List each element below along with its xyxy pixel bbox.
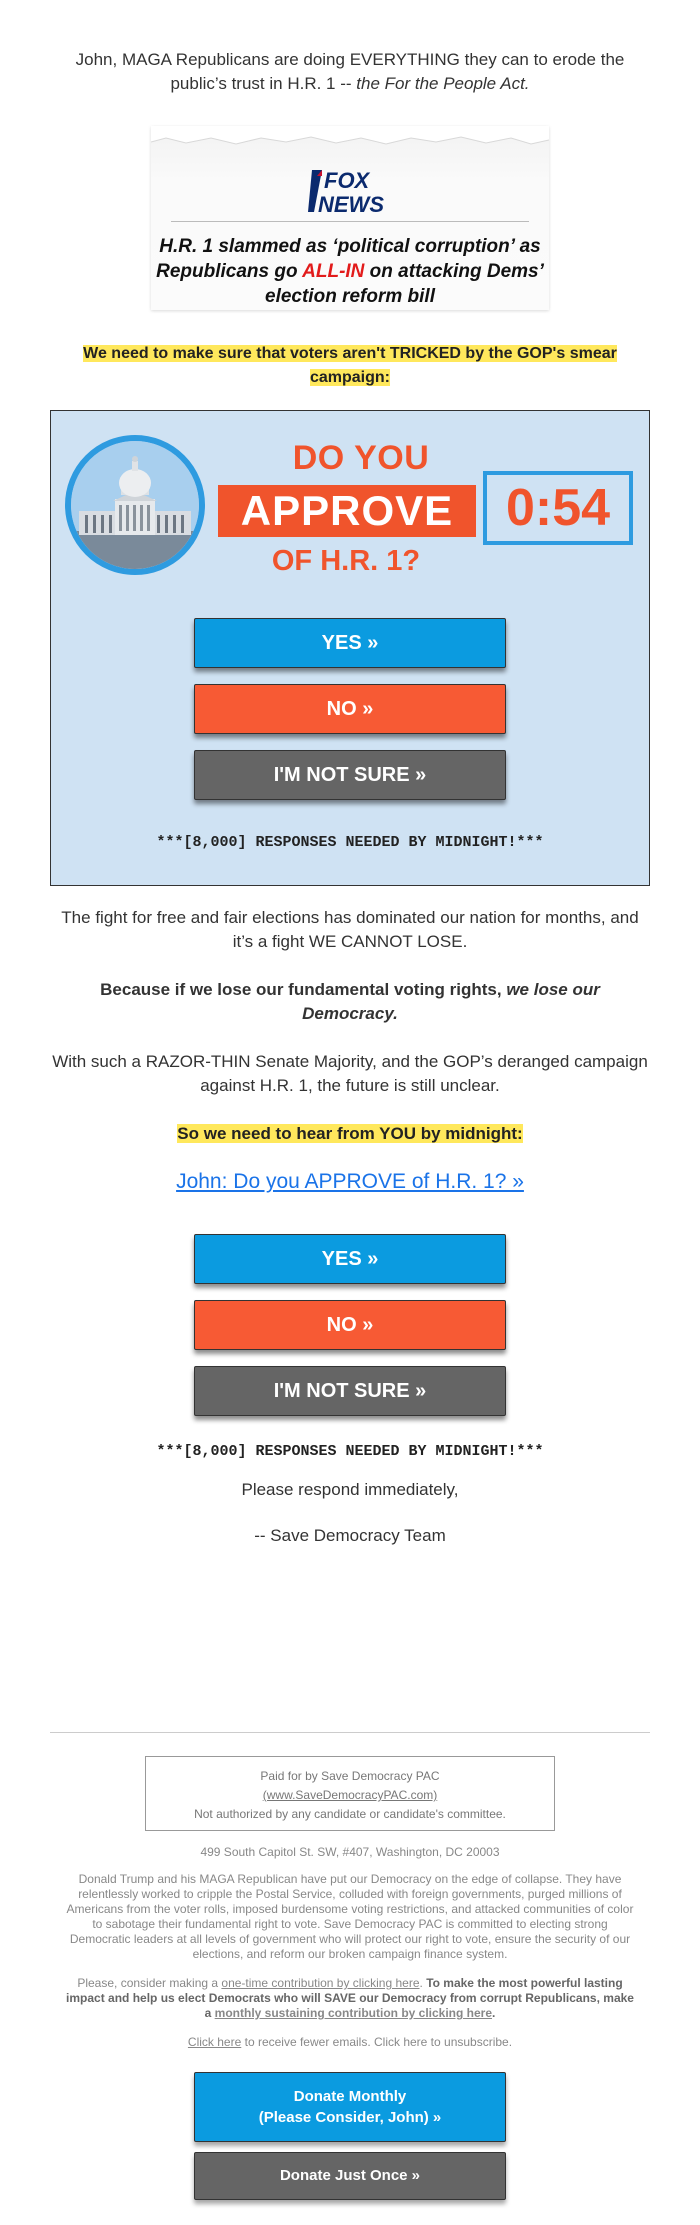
capitol-building-icon [71,441,199,569]
body-paragraph-3: With such a RAZOR-THIN Senate Majority, and the GOP’s deranged campaign against H.R. 1, the future is still unclear. [52,1052,648,1095]
body-paragraph-4 [50,1122,650,1146]
body-yes-button[interactable]: YES » [194,1234,506,1284]
poll-unsure-button[interactable]: I'M NOT SURE » [194,750,506,800]
body-paragraph-1: The fight for free and fair elections has dominated our nation for months, and it’s a fight WE CANNOT LOSE. [61,908,639,951]
poll-question-approve: APPROVE [218,485,476,537]
donate-buttons [0,2072,700,2200]
poll-box[interactable] [50,410,650,886]
headline-part1: H.R. 1 slammed as ‘political corruption’ as Republicans go [156,236,541,282]
intro-text: John, MAGA Republicans are doing EVERYTHING they can to erode the public’s trust in H.R. 1 -- [75,50,625,93]
body-responses-needed: ***[8,000] RESPONSES NEEDED BY MIDNIGHT!*** [156,1443,544,1460]
headline-red: ALL-IN [302,261,365,282]
mailing-address: 499 South Capitol St. SW, #407, Washington, DC 20003 [200,1845,500,1859]
fox-news-logo [308,166,392,216]
intro-italic: the For the People Act. [356,74,530,93]
poll-question-line3: OF H.R. 1? [271,545,421,577]
poll-yes-button[interactable]: YES » [194,618,506,668]
contribution-paragraph [50,1976,650,2021]
paid-by: Paid for by Save Democracy PAC [260,1769,440,1783]
contrib-pre: Please, consider making a [77,1976,222,1990]
body-p4-highlight: So we need to hear from YOU by midnight: [177,1124,523,1143]
donate-monthly-button[interactable] [194,2072,506,2142]
clipping-headline [151,234,549,309]
fewer-emails-text: to receive fewer emails. Click here to unsubscribe. [241,2035,513,2049]
contrib-bold: To make the most powerful lasting impact and help us elect Democrats who will SAVE our Democracy from corrupt Republicans, make a [66,1976,634,2020]
countdown-timer: 0:54 [483,471,633,545]
closing-line: Please respond immediately, [241,1480,459,1499]
paid-for-box [145,1756,555,1831]
capitol-image [65,435,205,575]
poll-no-button[interactable]: NO » [194,684,506,734]
torn-paper-edge [151,126,549,158]
intro-paragraph [50,0,650,96]
body-no-button[interactable]: NO » [194,1300,506,1350]
body-unsure-button[interactable]: I'M NOT SURE » [194,1366,506,1416]
monthly-contribution-link[interactable]: monthly sustaining contribution by clicking here [214,2006,493,2020]
fox-logo-line2: NEWS [318,192,384,216]
subhead [50,342,650,390]
headline-part2: on attacking Dems’ election reform bill [265,261,544,307]
body-buttons [50,1234,650,1416]
signature: -- Save Democracy Team [254,1526,446,1545]
footer-divider [50,1732,650,1733]
donate-monthly-line1: Donate Monthly [293,2088,407,2105]
donate-monthly-line2: (Please Consider, John) » [258,2109,442,2126]
fox-logo-line1: FOX [324,168,370,193]
footer [0,1732,700,2200]
poll-question-line1: DO YOU [292,439,430,477]
paid-url-link[interactable]: (www.SaveDemocracyPAC.com) [262,1788,438,1802]
poll-buttons [51,618,649,800]
contrib-end: . [492,2006,496,2020]
body-paragraph-2 [50,978,650,1026]
approve-link-row [50,1170,650,1194]
body-p2-bold: Because if we lose our fundamental voting rights, [100,980,507,999]
clipping-rule [171,221,529,222]
contrib-mid: . [419,1976,427,1990]
paid-note: Not authorized by any candidate or candidate's committee. [194,1807,506,1821]
email-preferences [50,2035,650,2050]
donate-once-button[interactable]: Donate Just Once » [194,2152,506,2200]
one-time-contribution-link[interactable]: one-time contribution by clicking here [221,1976,420,1990]
news-clipping [151,126,549,310]
fewer-emails-link[interactable]: Click here [187,2035,242,2049]
subhead-highlight: We need to make sure that voters aren't TRICKED by the GOP's smear campaign: [83,345,617,386]
body-p2-italic: we lose our Democracy. [302,980,600,1023]
mission-statement: Donald Trump and his MAGA Republican have put our Democracy on the edge of collapse. They have relentlessly worked to cripple the Postal Service, colluded with foreign governments, purged millions of Americans from the voter rolls, imposed burdensome voting restrictions, and attacked communities of color to sabotage their fundamental right to vote. Save Democracy PAC is committed to electing strong Democratic leaders at all levels of government who will protect our right to vote, ensure the security of our elections, and reform our broken campaign finance system. [66,1872,634,1961]
approve-link[interactable]: John: Do you APPROVE of H.R. 1? » [176,1170,524,1193]
poll-responses-needed: ***[8,000] RESPONSES NEEDED BY MIDNIGHT!*** [156,834,544,851]
